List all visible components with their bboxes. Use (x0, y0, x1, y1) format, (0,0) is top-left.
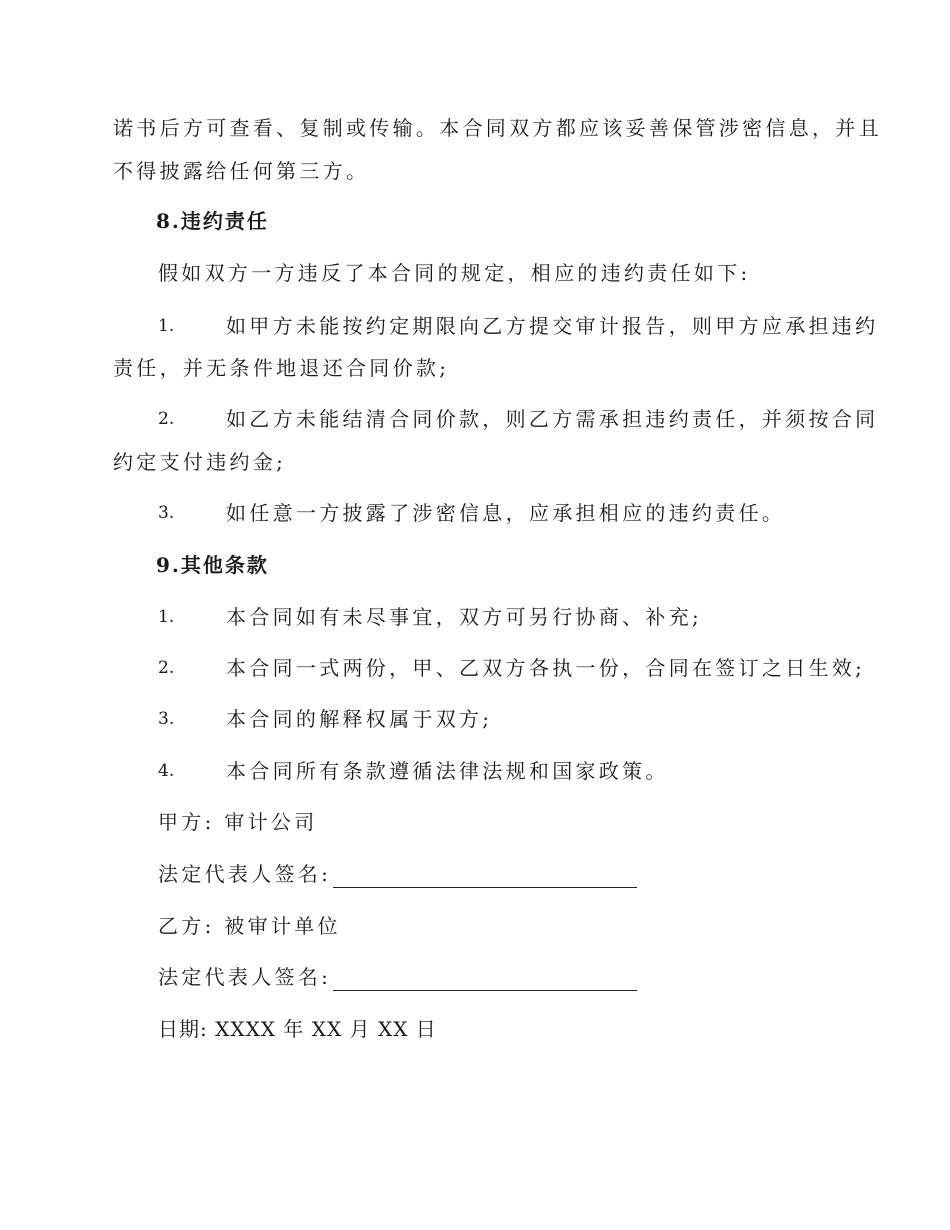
list-item-text: 如任意一方披露了涉密信息，应承担相应的违约责任。 (226, 501, 786, 525)
signature-line (333, 968, 637, 991)
party-b: 乙方: 被审计单位 (158, 914, 341, 938)
list-item-text: 如甲方未能按约定期限向乙方提交审计报告，则甲方应承担违约 (226, 314, 879, 338)
list-number: 1. (158, 607, 175, 627)
list-item-text: 如乙方未能结清合同价款，则乙方需承担违约责任，并须按合同 (226, 407, 879, 431)
signature-row-b (158, 963, 637, 991)
signature-row-a (158, 860, 637, 888)
section-8-intro: 假如双方一方违反了本合同的规定，相应的违约责任如下: (158, 261, 751, 285)
date-line: 日期: XXXX 年 XX 月 XX 日 (158, 1017, 437, 1041)
signature-line (333, 865, 637, 888)
list-item-text-cont: 约定支付违约金; (113, 450, 287, 474)
signature-label: 法定代表人签名: (158, 862, 332, 886)
party-a: 甲方: 审计公司 (158, 810, 318, 834)
list-item-text: 本合同一式两份，甲、乙双方各执一份，合同在签订之日生效; (226, 656, 866, 680)
signature-label: 法定代表人签名: (158, 965, 332, 989)
list-item-text: 本合同所有条款遵循法律法规和国家政策。 (226, 759, 669, 783)
list-number: 2. (158, 658, 175, 678)
list-item-text: 本合同如有未尽事宜，双方可另行协商、补充; (226, 605, 703, 629)
section-9-heading: 9.其他条款 (156, 553, 269, 577)
list-number: 3. (158, 503, 175, 523)
list-number: 4. (158, 761, 175, 781)
section-8-heading: 8.违约责任 (156, 209, 269, 233)
list-item-text-cont: 责任，并无条件地退还合同价款; (113, 356, 450, 380)
list-number: 3. (158, 709, 175, 729)
list-number: 2. (158, 409, 175, 429)
paragraph-continuation-line-2: 不得披露给任何第三方。 (113, 159, 370, 183)
list-number: 1. (158, 316, 175, 336)
paragraph-continuation-line-1: 诺书后方可查看、复制或传输。本合同双方都应该妥善保管涉密信息，并且 (113, 116, 882, 140)
list-item-text: 本合同的解释权属于双方; (226, 707, 493, 731)
